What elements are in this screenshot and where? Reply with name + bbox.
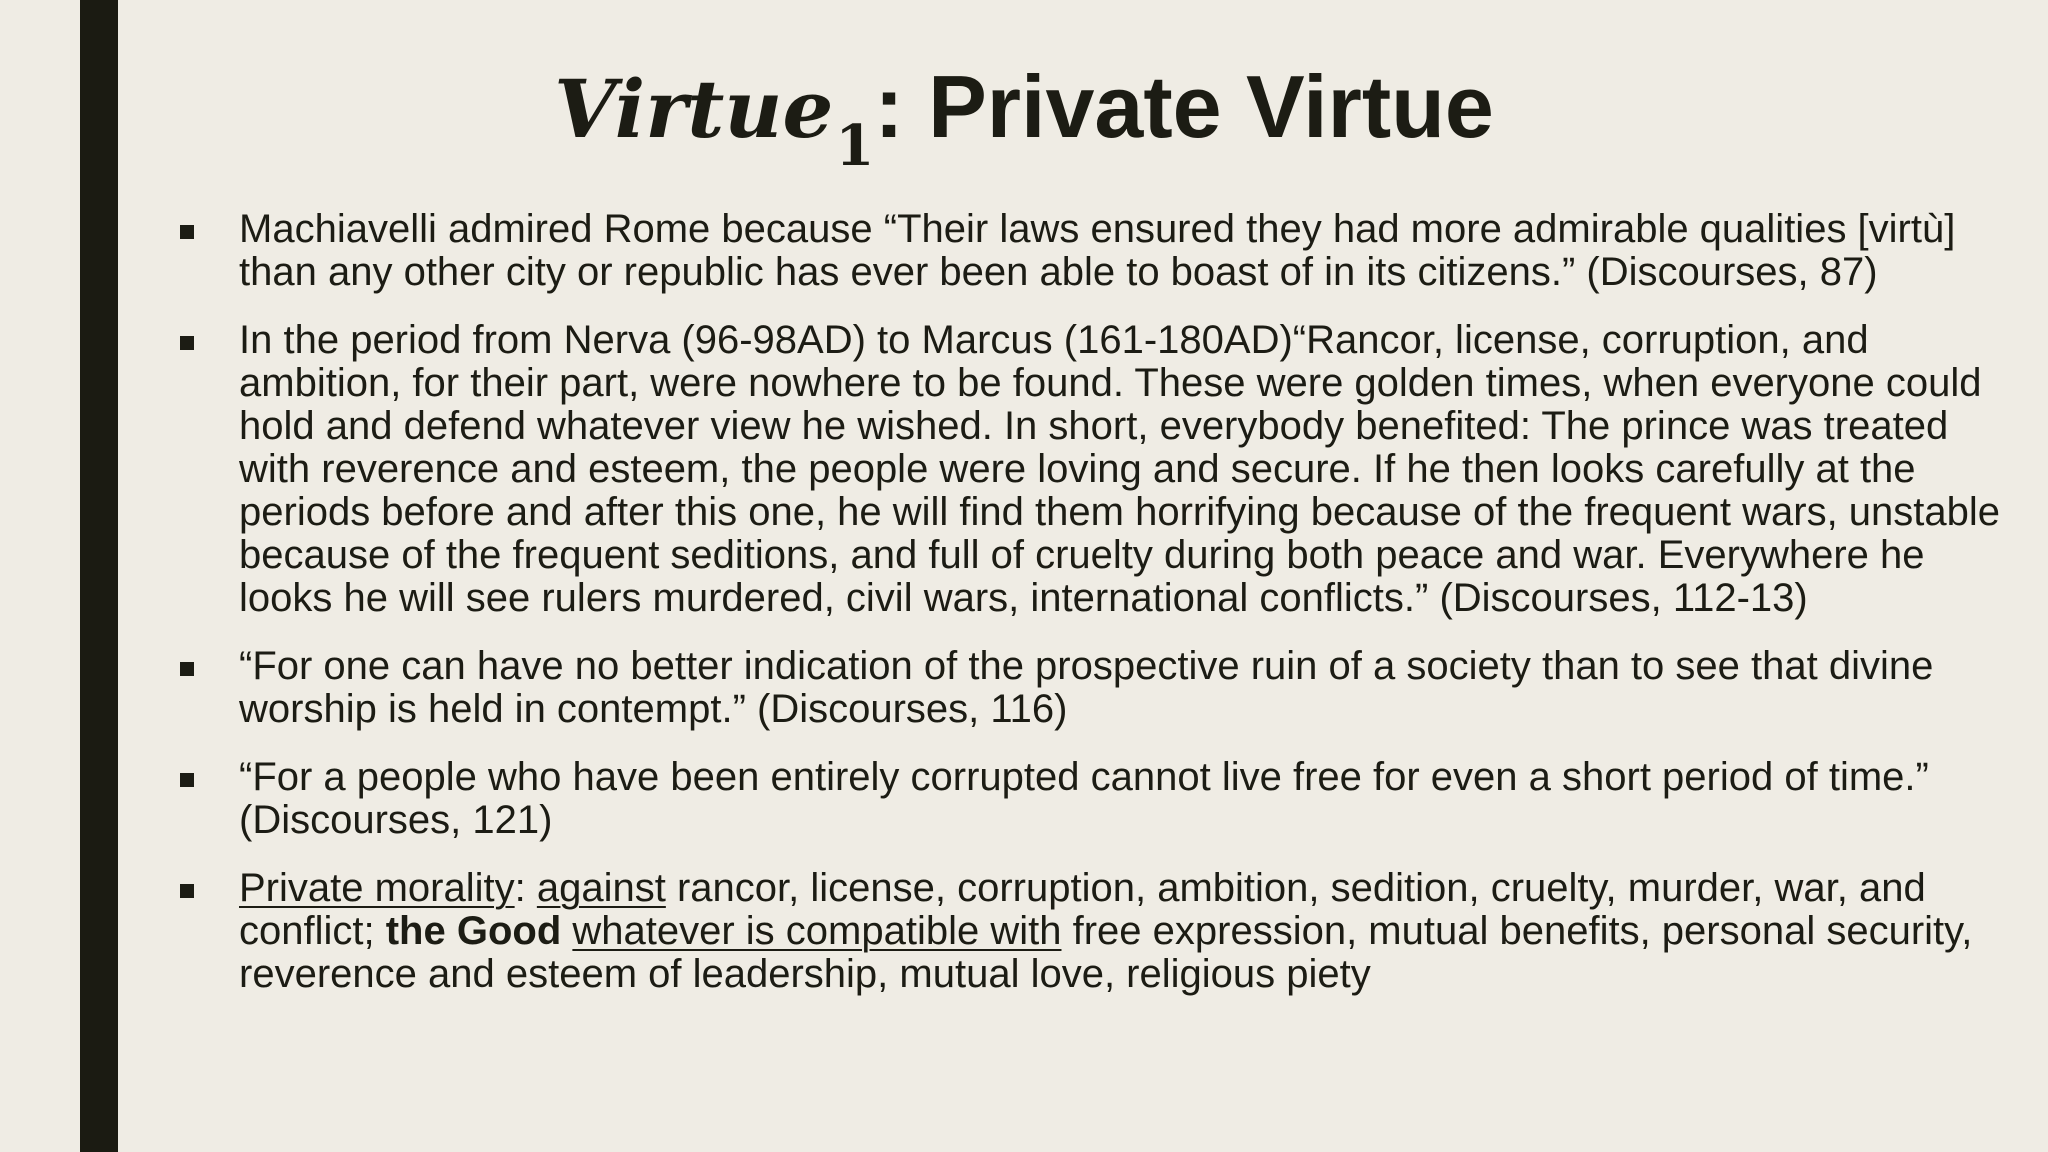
slide-title	[0, 52, 2048, 179]
bullet-text-space	[561, 909, 572, 953]
compatible-label: whatever is compatible with	[572, 909, 1062, 953]
bullet-text: “For one can have no better indication of the prospective ruin of a society than to see that divine worship is held in contempt.” (Discourses, 116)	[239, 644, 1934, 731]
square-bullet-icon	[180, 773, 194, 787]
bullet-text: “For a people who have been entirely corrupted cannot live free for even a short period of time.” (Discourses, 121)	[239, 755, 1929, 842]
bullet-item-private-morality	[176, 867, 2006, 996]
square-bullet-icon	[180, 662, 194, 676]
against-label: against	[536, 866, 666, 910]
good-list: free expression, mutual benefits, personal security, reverence and esteem of leadership, mutual love, religious piety	[239, 909, 1973, 996]
the-good-label: the Good	[385, 909, 562, 953]
square-bullet-icon	[180, 336, 194, 350]
bullet-text: In the period from Nerva (96-98AD) to Marcus (161-180AD)“Rancor, license, corruption, and ambition, for their part, were nowhere to be found. These were golden times, when everyone could hold and defend whatever view he wished. In short, everybody benefited: The prince was treated with reverence and esteem, the people were loving and secure. If he then looks carefully at the periods before and after this one, he will find them horrifying because of the frequent wars, unstable because of the frequent seditions, and full of cruelty during both peace and war. Everywhere he looks he will see rulers murdered, civil wars, international conflicts.” (Discourses, 112-13)	[239, 318, 2001, 620]
private-morality-label: Private morality	[239, 866, 515, 910]
title-math-subscript: 1	[835, 113, 875, 179]
bullet-item	[176, 645, 2006, 731]
bullet-item	[176, 208, 2006, 294]
square-bullet-icon	[180, 225, 194, 239]
title-math-variable: Virtue	[554, 62, 834, 156]
bullet-list	[176, 208, 2006, 1021]
bullet-item	[176, 756, 2006, 842]
bullet-text: Machiavelli admired Rome because “Their laws ensured they had more admirable qualities [virtù] than any other city or republic has ever been able to boast of in its citizens.” (Discourses, 87)	[239, 207, 1956, 294]
bullet-text-separator: :	[514, 866, 537, 910]
against-list: rancor, license, corruption, ambition, sedition, cruelty, murder, war, and conflict;	[239, 866, 1926, 953]
bullet-item	[176, 319, 2006, 620]
title-text: : Private Virtue	[874, 57, 1494, 156]
square-bullet-icon	[180, 884, 194, 898]
